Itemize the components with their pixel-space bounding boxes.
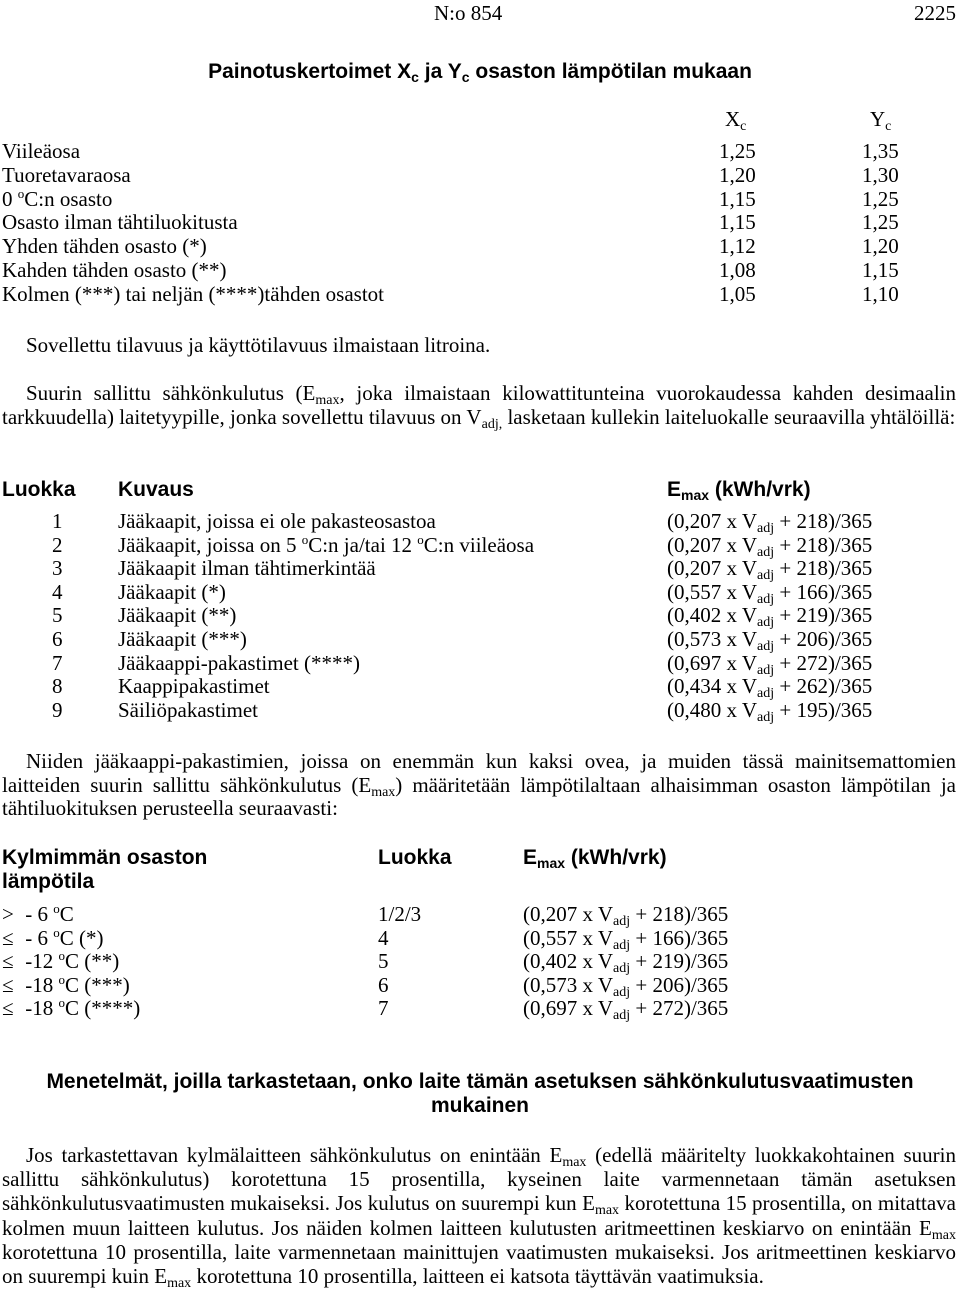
temperature-threshold: > - 6 $^o$C: [2, 901, 74, 926]
compartment-label: Yhden tähden osasto (*): [2, 234, 207, 259]
table-row: [0, 164, 960, 188]
methods-paragraph: Jos tarkastettavan kylmälaitteen sähkönkulutus on enintään $E_{max}$ (edellä määritelty luokkakohtainen suurin sallittu sähkönkulutus) korotettuna 15 prosentilla, kyseinen laite varmennetaan tämän asetuksen sähkönkulutusvaatimusten mukaiseksi. Jos kulutus on suurempi kun $E_{max}$ korotettuna 15 prosentilla, on mitattava kolmen muun laitteen kulutus. Jos näiden kolmen laitteen kulutusten aritmeettinen keskiarvo on enintään $E_{max}$ korotettuna 10 prosentilla, laite varmennetaan mainittujen vaatimusten mukaiseksi. Jos aritmeettinen keskiarvo on suurempi kuin $E_{max}$ korotettuna 10 prosentilla, laitteen ei katsota täyttävän vaatimuksia.: [2, 1143, 957, 1292]
class-description: Jääkaapit (**): [118, 603, 237, 628]
table-row: [0, 211, 960, 235]
class-value: 5: [378, 949, 389, 974]
yc-value: 1,15: [862, 257, 899, 282]
table-row: [0, 531, 960, 560]
table-row: [0, 510, 960, 534]
weighting-table: [0, 140, 960, 307]
class-number: 2: [52, 532, 63, 557]
class-description: Jääkaapit, joissa on 5 $^o$C:n ja/tai 12 $^o$C:n viileäosa: [118, 531, 535, 557]
table-row: [0, 283, 960, 307]
class-formula: (0,207 x $V_{adj} + 218)/365$: [667, 509, 873, 536]
xc-value: 1,08: [719, 257, 756, 282]
class-formula: (0,573 x $V_{adj} + 206)/365$: [667, 626, 873, 654]
class-description: Jääkaapit (***): [118, 626, 247, 651]
table-row: [0, 628, 960, 652]
yc-value: 1,20: [862, 234, 899, 259]
table-row: [0, 259, 960, 283]
class-number: 8: [52, 674, 63, 699]
table-row: [0, 699, 960, 723]
page-number: 2225: [914, 1, 956, 25]
class-table-header-class: Luokka: [2, 478, 76, 501]
table-row: [0, 235, 960, 259]
class-table-header-desc: Kuvaus: [118, 478, 194, 501]
class-description: Kaappipakastimet: [118, 674, 270, 699]
class-formula: (0,697 x $V_{adj} + 272)/365$: [667, 650, 873, 678]
class-number: 5: [52, 603, 63, 628]
class-description: Jääkaapit (*): [118, 579, 226, 604]
yc-value: 1,30: [862, 162, 899, 187]
multi-door-paragraph: Niiden jääkaappi-pakastimien, joissa on enemmän kun kaksi ovea, ja muiden tässä mainitsemattomien laitteiden suurin sallittu sähkönkulutus $(E_{max})$ määritetään lämpötilaltaan alhaisimman osaston lämpötilan ja tähtiluokituksen perusteella seuraavasti:: [2, 749, 956, 820]
compartment-label: 0 $^o$C:n osasto: [2, 185, 113, 211]
class-value: 6: [378, 972, 389, 997]
class-formula: (0,207 x $V_{adj} + 218)/365$: [523, 902, 729, 929]
table-row: [0, 948, 960, 977]
temperature-threshold: ≤ -18 $^o$C (***): [2, 971, 130, 997]
xc-value: 1,12: [719, 234, 756, 259]
class-formula: (0,480 x $V_{adj} + 195)/365$: [667, 697, 873, 725]
table-row: [0, 924, 960, 953]
table-row: [0, 140, 960, 164]
class-formula: (0,402 x $V_{adj} + 219)/365$: [523, 949, 729, 977]
table-row: [0, 995, 960, 1024]
compartment-label: Viileäosa: [2, 139, 81, 163]
class-formula: (0,557 x $V_{adj} + 166)/365$: [523, 925, 729, 953]
table-row: [0, 185, 960, 212]
temperature-table: [0, 901, 960, 1024]
class-number: 1: [52, 509, 63, 533]
compartment-label: Kolmen (***) tai neljän (****)tähden osastot: [2, 281, 384, 306]
temp-table-header-class: Luokka: [378, 846, 452, 869]
compartment-label: Osasto ilman tähtiluokitusta: [2, 210, 238, 235]
table-row: [0, 556, 960, 584]
column-header-yc: $Y_c$: [870, 107, 892, 134]
table-row: [0, 603, 960, 631]
class-description: Jääkaappi-pakastimet (****): [118, 650, 360, 675]
yc-value: 1,25: [862, 210, 899, 235]
class-description: Säiliöpakastimet: [118, 697, 258, 722]
temperature-threshold: ≤ -12 $^o$C (**): [2, 948, 120, 974]
table-row: [0, 971, 960, 1000]
table-row: [0, 674, 960, 702]
yc-value: 1,25: [862, 186, 899, 211]
xc-value: 1,05: [719, 281, 756, 306]
temperature-threshold: ≤ -18 $^o$C (****): [2, 995, 141, 1021]
compartment-label: Tuoretavaraosa: [2, 162, 131, 187]
compartment-label: Kahden tähden osasto (**): [2, 257, 227, 282]
page-header: [0, 2, 960, 28]
column-header-xc: $X_c$: [725, 107, 747, 134]
yc-value: 1,35: [862, 139, 899, 163]
class-value: 1/2/3: [378, 902, 422, 926]
class-number: 4: [52, 579, 63, 604]
class-table-header-emax: $E_{max}$ (kWh/vrk): [667, 478, 811, 503]
class-number: 9: [52, 697, 63, 722]
class-description: Jääkaapit ilman tähtimerkintää: [118, 556, 376, 581]
class-formula: (0,573 x $V_{adj} + 206)/365$: [523, 972, 729, 1000]
xc-value: 1,15: [719, 210, 756, 235]
weighting-table-title: Painotuskertoimet $X_c$ ja $Y_c$ osaston lämpötilan mukaan: [208, 60, 752, 85]
xc-value: 1,25: [719, 139, 756, 163]
class-formula: (0,557 x $V_{adj} + 166)/365$: [667, 579, 873, 607]
table-row: [0, 581, 960, 605]
temp-table-header-emax: $E_{max}$ (kWh/vrk): [523, 846, 667, 871]
class-number: 7: [52, 650, 63, 675]
class-formula: (0,434 x $V_{adj} + 262)/365$: [667, 674, 873, 702]
class-formula: (0,207 x $V_{adj} + 218)/365$: [667, 556, 873, 584]
class-formula: (0,402 x $V_{adj} + 219)/365$: [667, 603, 873, 631]
class-description: Jääkaapit, joissa ei ole pakasteosastoa: [118, 509, 436, 533]
xc-value: 1,15: [719, 186, 756, 211]
volume-note: Sovellettu tilavuus ja käyttötilavuus ilmaistaan litroina.: [26, 333, 491, 357]
table-row: [0, 652, 960, 676]
yc-value: 1,10: [862, 281, 899, 306]
temperature-threshold: ≤ - 6 $^o$C (*): [2, 924, 104, 950]
class-number: 6: [52, 626, 63, 651]
class-formula: (0,207 x $V_{adj} + 218)/365$: [667, 532, 873, 560]
class-formula: (0,697 x $V_{adj} + 272)/365$: [523, 996, 729, 1024]
table-row: [0, 903, 960, 927]
xc-value: 1,20: [719, 162, 756, 187]
emax-paragraph: Suurin sallittu sähkönkulutus ($E_{max}$, joka ilmaistaan kilowattitunteina vuorokaudessa kahden desimaalin tarkkuudella) laitetyypille, jonka sovellettu tilavuus on $V_{adj,}$ lasketaan kullekin laiteluokalle seuraavilla yhtälöillä:: [2, 381, 956, 432]
temp-table-header-temperature: Kylmimmän osaston lämpötila: [2, 846, 208, 893]
document-number: N:o 854: [434, 1, 503, 25]
class-table: [0, 509, 960, 725]
class-value: 4: [378, 925, 389, 950]
class-number: 3: [52, 556, 63, 581]
class-value: 7: [378, 996, 389, 1021]
methods-heading: Menetelmät, joilla tarkastetaan, onko laite tämän asetuksen sähkönkulutusvaatimusten mukainen: [46, 1070, 914, 1117]
